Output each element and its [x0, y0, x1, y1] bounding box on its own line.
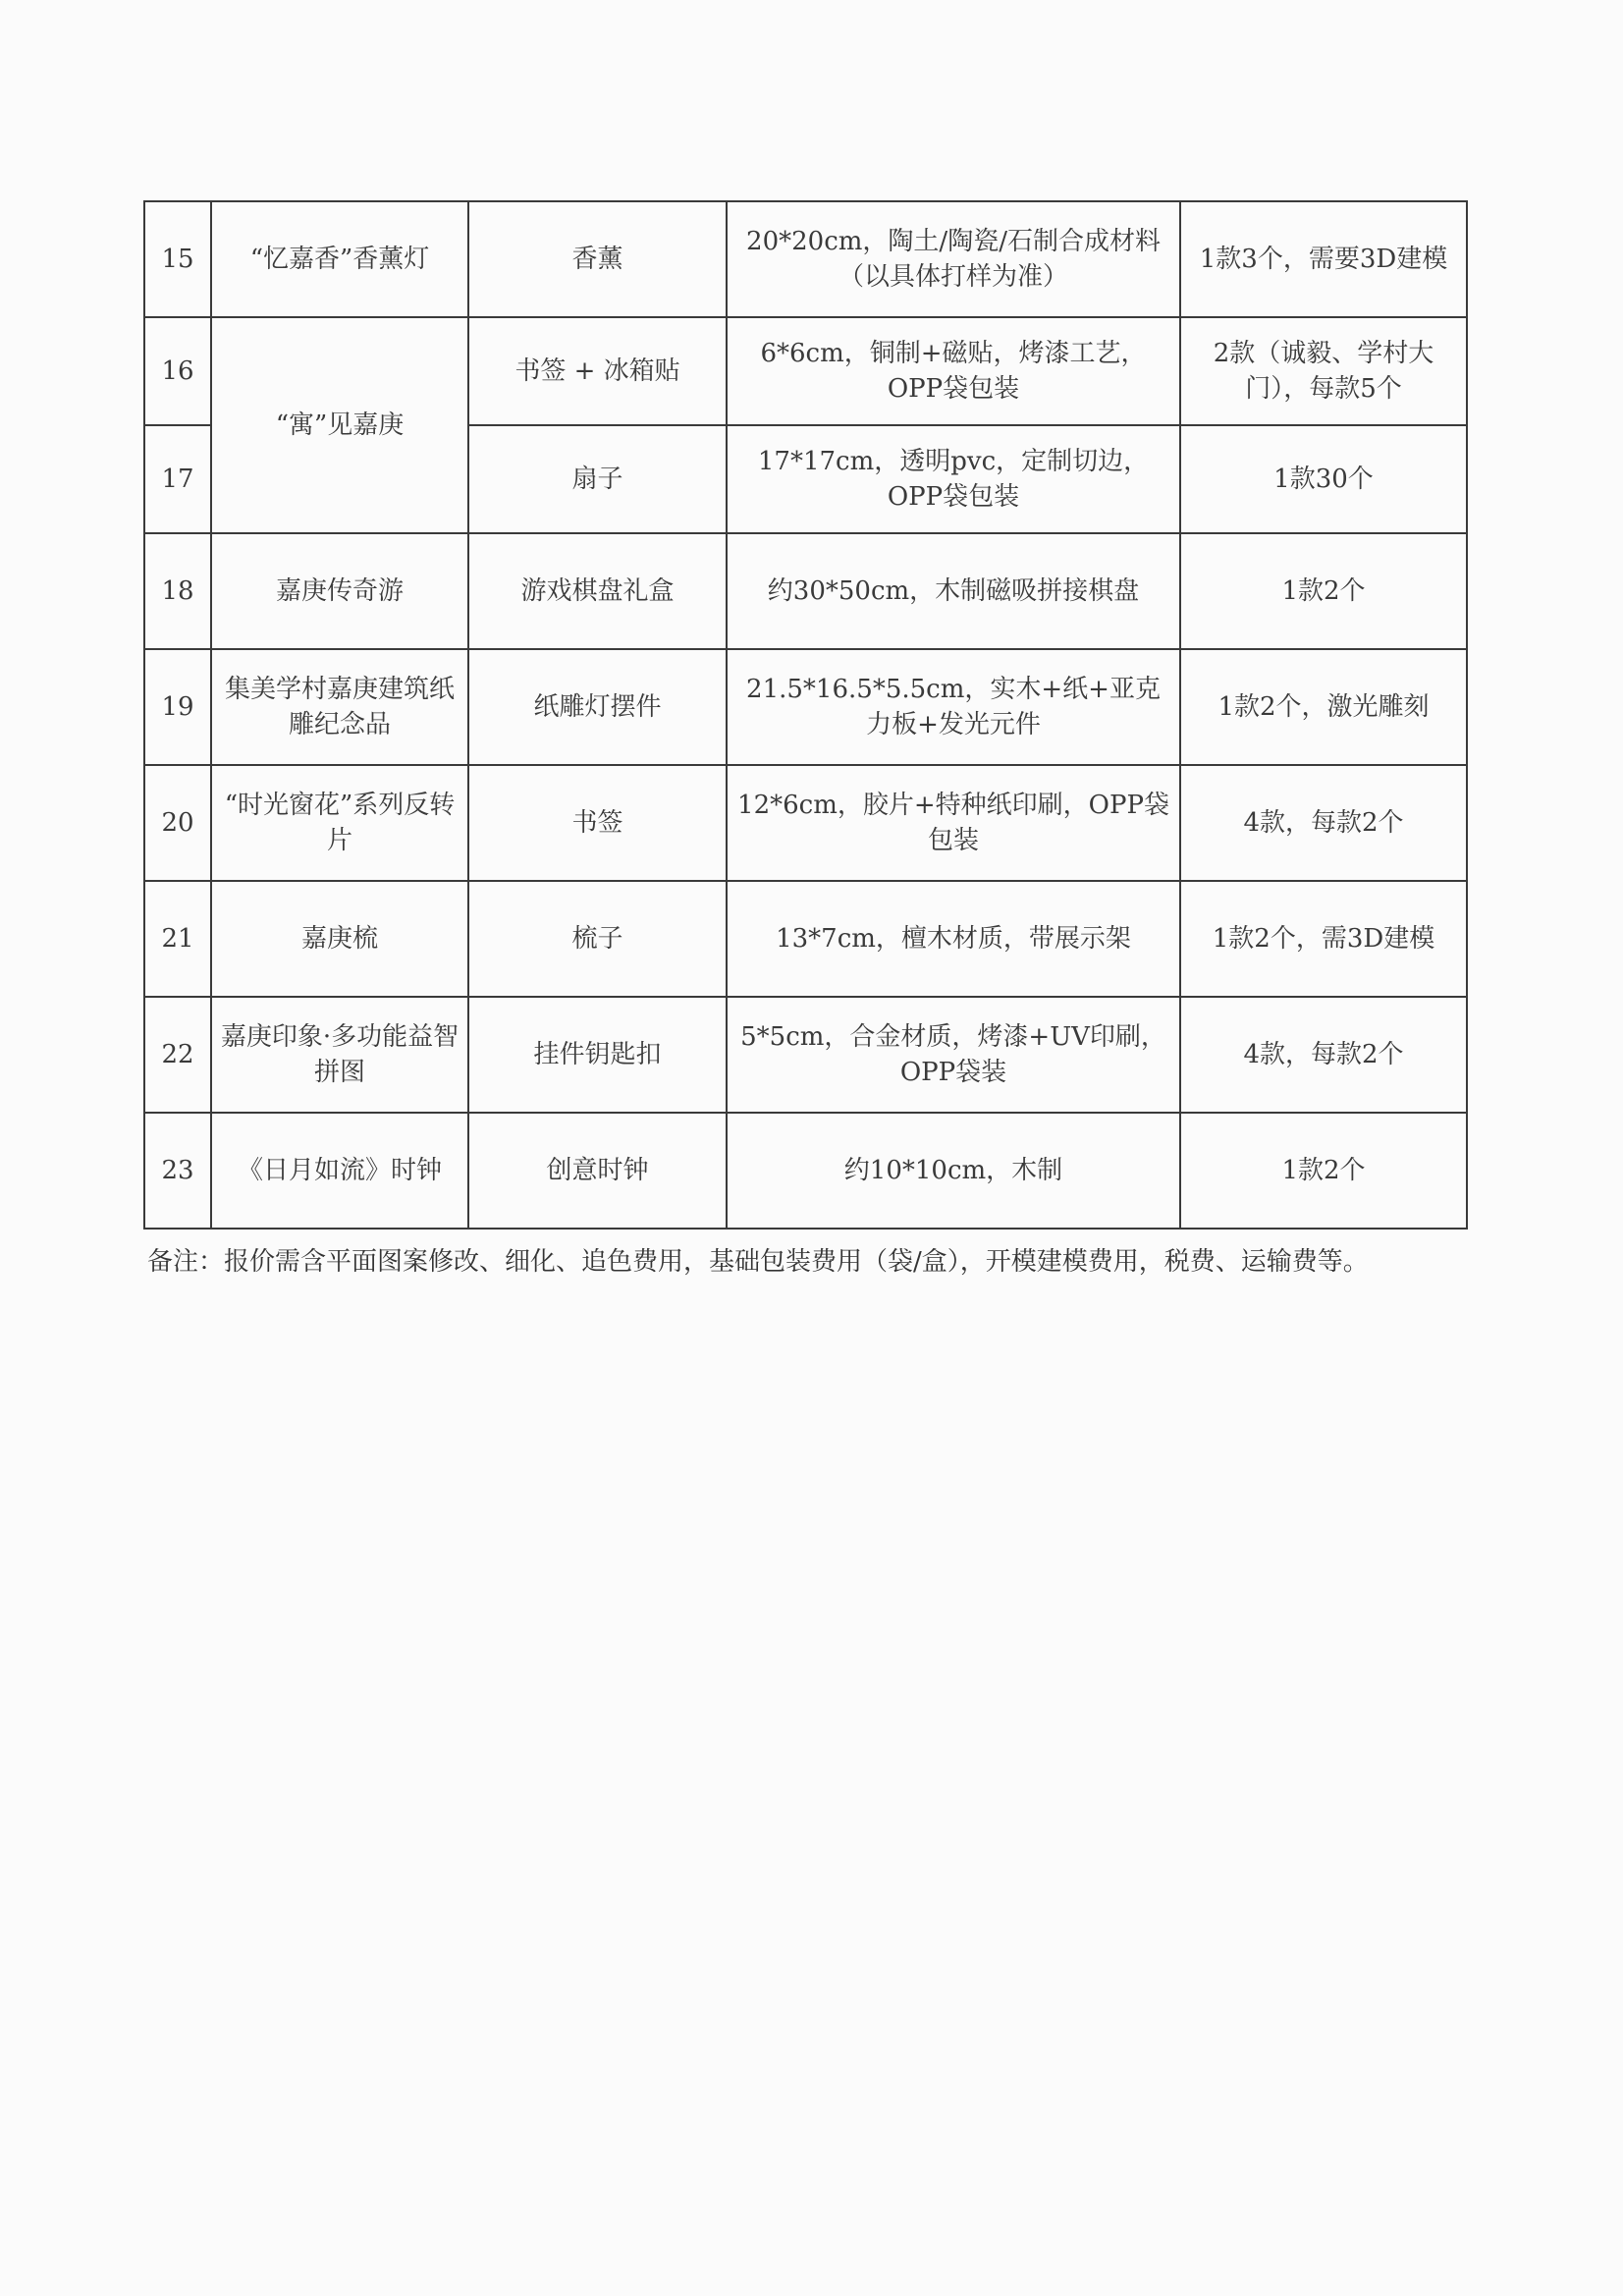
row-number: 22 — [144, 997, 211, 1113]
product-name: 嘉庚传奇游 — [211, 533, 468, 649]
product-quantity: 1款2个，激光雕刻 — [1180, 649, 1467, 765]
table-row — [144, 765, 1467, 881]
product-spec: 21.5*16.5*5.5cm，实木+纸+亚克力板+发光元件 — [727, 649, 1180, 765]
row-number: 17 — [144, 425, 211, 533]
product-type: 书签 + 冰箱贴 — [468, 317, 727, 425]
product-quantity: 1款2个 — [1180, 533, 1467, 649]
product-type: 游戏棋盘礼盒 — [468, 533, 727, 649]
product-name: 嘉庚梳 — [211, 881, 468, 997]
product-type: 创意时钟 — [468, 1113, 727, 1229]
table-row — [144, 1113, 1467, 1229]
table-row — [144, 997, 1467, 1113]
product-quantity: 4款，每款2个 — [1180, 997, 1467, 1113]
product-type: 梳子 — [468, 881, 727, 997]
row-number: 16 — [144, 317, 211, 425]
product-quantity: 1款2个，需3D建模 — [1180, 881, 1467, 997]
product-name: 嘉庚印象·多功能益智拼图 — [211, 997, 468, 1113]
row-number: 23 — [144, 1113, 211, 1229]
product-spec: 约10*10cm，木制 — [727, 1113, 1180, 1229]
row-number: 18 — [144, 533, 211, 649]
product-type: 扇子 — [468, 425, 727, 533]
product-spec: 20*20cm，陶土/陶瓷/石制合成材料（以具体打样为准） — [727, 201, 1180, 317]
product-quantity: 1款3个，需要3D建模 — [1180, 201, 1467, 317]
table-row — [144, 533, 1467, 649]
row-number: 19 — [144, 649, 211, 765]
table-row — [144, 317, 1467, 425]
product-quantity: 1款2个 — [1180, 1113, 1467, 1229]
remark-note: 备注：报价需含平面图案修改、细化、追色费用，基础包装费用（袋/盒），开模建模费用，税费、运输费等。 — [147, 1247, 1369, 1277]
product-table — [143, 200, 1468, 1230]
product-name: 《日月如流》时钟 — [211, 1113, 468, 1229]
product-name: 集美学村嘉庚建筑纸雕纪念品 — [211, 649, 468, 765]
product-type: 香薰 — [468, 201, 727, 317]
product-type: 纸雕灯摆件 — [468, 649, 727, 765]
product-type: 挂件钥匙扣 — [468, 997, 727, 1113]
product-name: “寓”见嘉庚 — [211, 317, 468, 533]
product-spec: 17*17cm，透明pvc，定制切边，OPP袋包装 — [727, 425, 1180, 533]
product-quantity: 1款30个 — [1180, 425, 1467, 533]
table-row — [144, 881, 1467, 997]
product-spec: 12*6cm，胶片+特种纸印刷，OPP袋包装 — [727, 765, 1180, 881]
product-name: “时光窗花”系列反转片 — [211, 765, 468, 881]
table-row — [144, 649, 1467, 765]
row-number: 21 — [144, 881, 211, 997]
product-name: “忆嘉香”香薰灯 — [211, 201, 468, 317]
product-spec: 6*6cm，铜制+磁贴，烤漆工艺，OPP袋包装 — [727, 317, 1180, 425]
product-spec: 约30*50cm，木制磁吸拼接棋盘 — [727, 533, 1180, 649]
row-number: 20 — [144, 765, 211, 881]
product-quantity: 2款（诚毅、学村大门），每款5个 — [1180, 317, 1467, 425]
product-type: 书签 — [468, 765, 727, 881]
product-spec: 5*5cm，合金材质，烤漆+UV印刷，OPP袋装 — [727, 997, 1180, 1113]
product-quantity: 4款，每款2个 — [1180, 765, 1467, 881]
row-number: 15 — [144, 201, 211, 317]
product-spec: 13*7cm，檀木材质，带展示架 — [727, 881, 1180, 997]
table-row — [144, 201, 1467, 317]
